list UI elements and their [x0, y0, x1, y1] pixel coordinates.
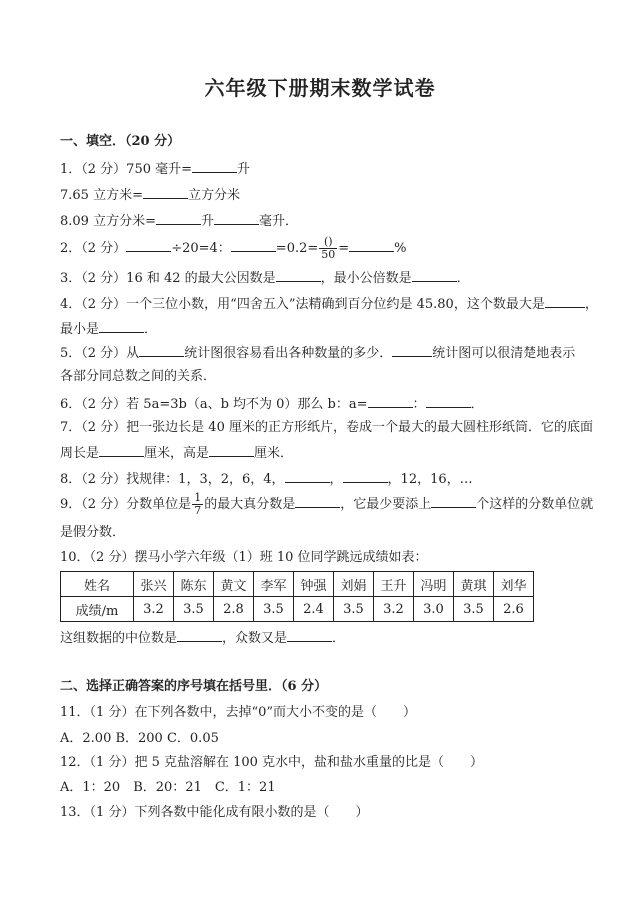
question-1a: 1．（2 分）750 毫升= 升	[60, 159, 580, 177]
question-9: 9．（2 分）分数单位是 $\frac{1}{7}$ 的最大真分数是 ，它最少要添上 个这样的分数单位就	[60, 491, 594, 517]
long-jump-table	[60, 571, 534, 622]
table-cell: 3.5	[334, 597, 374, 622]
table-cell: 张兴	[134, 572, 174, 597]
table-cell: 钟强	[294, 572, 334, 597]
answer-blank[interactable]	[545, 294, 585, 308]
table-cell: 刘华	[494, 572, 534, 597]
question-8: 8．（2 分）找规律：1，3，2，6，4， ， ，12，16，…	[60, 469, 580, 487]
section-heading-fill: 一、填空．（20 分）	[60, 134, 181, 149]
answer-blank[interactable]	[214, 211, 259, 225]
answer-blank[interactable]	[126, 238, 171, 252]
table-cell: 刘娟	[334, 572, 374, 597]
answer-blank[interactable]	[209, 443, 254, 457]
question-13: 13．（1 分）下列各数中能化成有限小数的是（ ）	[60, 805, 369, 820]
answer-blank[interactable]	[177, 628, 222, 642]
table-cell: 3.5	[254, 597, 294, 622]
answer-blank[interactable]	[156, 211, 201, 225]
table-cell: 2.4	[294, 597, 334, 622]
answer-blank[interactable]	[412, 268, 457, 282]
answer-blank[interactable]	[99, 443, 144, 457]
answer-blank[interactable]	[431, 494, 476, 508]
answer-blank[interactable]	[143, 185, 188, 199]
question-5: 5．（2 分）从 统计图很容易看出各种数量的多少． 统计图可以很清楚地表示	[60, 343, 580, 361]
question-5-line2: 各部分同总数之间的关系．	[60, 369, 217, 384]
section-heading-choice: 二、选择正确答案的序号填在括号里．（6 分）	[60, 679, 328, 694]
answer-blank[interactable]	[368, 394, 413, 408]
question-11-options: A．2.00 B．200 C．0.05	[60, 731, 219, 746]
answer-blank[interactable]	[276, 268, 321, 282]
question-10-after: 这组数据的中位数是 ，众数又是 ．	[60, 628, 580, 646]
answer-blank[interactable]	[285, 469, 330, 483]
table-cell: 2.6	[494, 597, 534, 622]
answer-blank[interactable]	[99, 319, 144, 333]
question-11: 11．（1 分）在下列各数中，去掉“0”而大小不变的是（ ）	[60, 705, 417, 720]
table-cell: 成绩/m	[61, 597, 134, 622]
table-cell: 姓名	[61, 572, 134, 597]
question-6: 6．（2 分）若 5a=3b（a、b 均不为 0）那么 b：a= ： ．	[60, 394, 580, 412]
answer-blank[interactable]	[231, 238, 276, 252]
answer-blank[interactable]	[192, 159, 237, 173]
question-1c: 8.09 立方分米= 升 毫升．	[60, 211, 580, 229]
table-cell: 3.0	[414, 597, 454, 622]
question-9-line2: 是假分数．	[60, 525, 126, 540]
answer-blank[interactable]	[349, 238, 394, 252]
table-cell: 李军	[254, 572, 294, 597]
table-cell: 陈东	[174, 572, 214, 597]
question-2: 2．（2 分） ÷20=4： =0.2= $\frac{()}{50}$ = %	[60, 235, 407, 261]
table-header-row	[61, 572, 534, 597]
question-10: 10．（2 分）摆马小学六年级（1）班 10 位同学跳远成绩如表：	[60, 550, 428, 565]
question-12-options: A．1：20 B．20：21 C．1：21	[60, 780, 276, 795]
fraction: $\frac{1}{7}$	[194, 491, 202, 517]
table-cell: 黄文	[214, 572, 254, 597]
answer-blank[interactable]	[287, 628, 332, 642]
table-row	[61, 597, 534, 622]
question-3: 3．（2 分）16 和 42 的最大公因数是 ，最小公倍数是 ．	[60, 268, 580, 286]
page-title: 六年级下册期末数学试卷	[204, 76, 436, 100]
table-cell: 2.8	[214, 597, 254, 622]
table-cell: 3.5	[454, 597, 494, 622]
question-12: 12．（1 分）把 5 克盐溶解在 100 克水中，盐和盐水重量的比是（ ）	[60, 755, 484, 770]
question-4-line2: 最小是 ．	[60, 319, 580, 337]
answer-blank[interactable]	[343, 469, 388, 483]
answer-blank[interactable]	[295, 494, 340, 508]
table-cell: 王升	[374, 572, 414, 597]
table-cell: 3.2	[374, 597, 414, 622]
answer-blank[interactable]	[426, 394, 471, 408]
question-1b: 7.65 立方米= 立方分米	[60, 185, 580, 203]
question-4: 4．（2 分）一个三位小数，用“四舍五入”法精确到百分位约是 45.80，这个数最大是 ，	[60, 294, 580, 312]
question-7: 7．（2 分）把一张边长是 40 厘米的正方形纸片，卷成一个最大的最大圆柱形纸筒．它的底面	[60, 420, 593, 435]
table-cell: 3.2	[134, 597, 174, 622]
table-cell: 冯明	[414, 572, 454, 597]
table-cell: 3.5	[174, 597, 214, 622]
table-cell: 黄琪	[454, 572, 494, 597]
answer-blank[interactable]	[392, 343, 432, 357]
answer-blank[interactable]	[139, 343, 184, 357]
question-7-line2: 周长是 厘米，高是 厘米．	[60, 443, 580, 461]
fraction: $\frac{()}{50}$	[321, 235, 336, 261]
